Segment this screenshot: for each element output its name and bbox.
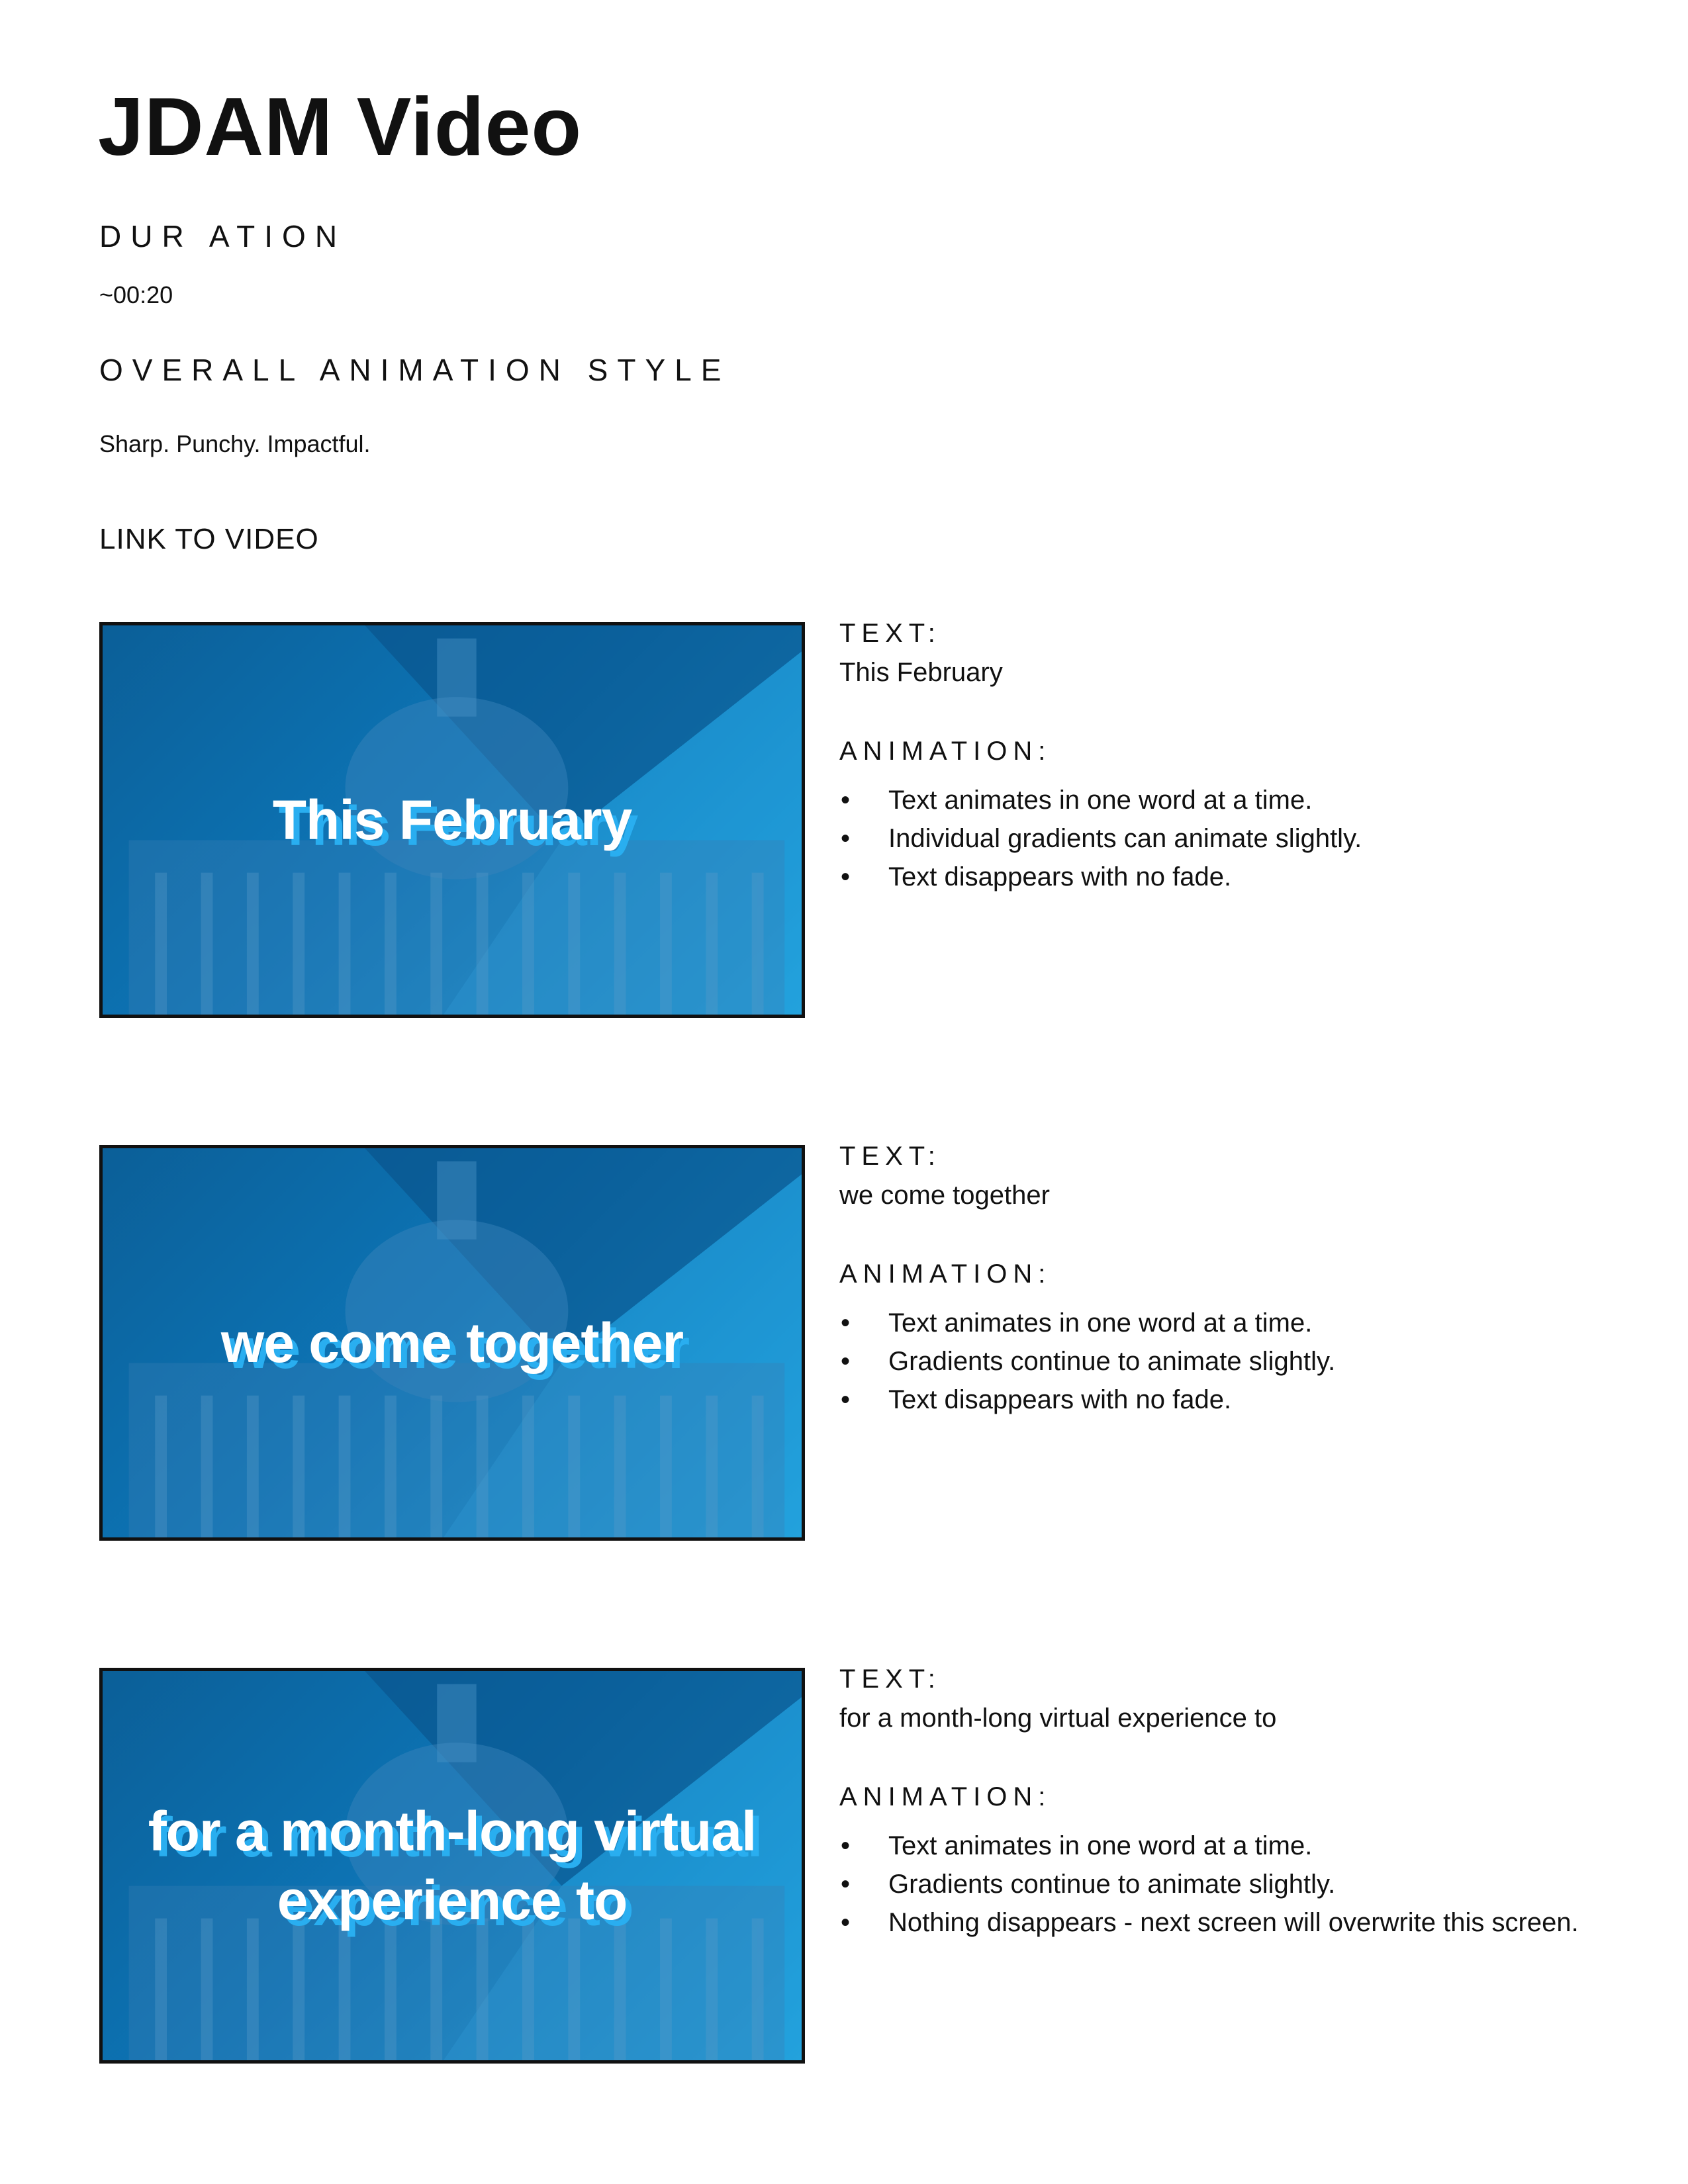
scene-1-notes — [839, 619, 1601, 896]
scene-1-frame — [99, 622, 805, 1018]
scene-2-animation-label: ANIMATION: — [839, 1259, 1052, 1289]
scene-3-notes — [839, 1664, 1601, 1942]
list-item: • Text disappears with no fade. — [888, 858, 1601, 896]
scene-2-text-label: TEXT: — [839, 1142, 941, 1171]
list-item: • Text disappears with no fade. — [888, 1381, 1601, 1419]
animation-style-value: Sharp. Punchy. Impactful. — [99, 430, 371, 457]
scene-1-animation-label: ANIMATION: — [839, 737, 1052, 766]
scene-3-frame — [99, 1668, 805, 2064]
duration-value: ~00:20 — [99, 281, 173, 308]
list-item: • Gradients continue to animate slightly. — [888, 1342, 1601, 1381]
scene-2-text-value: we come together — [839, 1181, 1050, 1210]
animation-style-label: OVERALL ANIMATION STYLE — [99, 353, 731, 387]
page-title: JDAM Video — [98, 81, 583, 173]
scene-3-animation-list — [839, 1827, 1601, 1942]
scene-1-frame-text: This February — [272, 789, 632, 851]
scene-1-text-value: This February — [839, 658, 1003, 687]
scene-3-animation-label: ANIMATION: — [839, 1782, 1052, 1811]
scene-1-animation-list — [839, 781, 1601, 896]
link-to-video[interactable]: LINK TO VIDEO — [99, 523, 319, 555]
scene-2-notes — [839, 1142, 1601, 1419]
list-item: • Nothing disappears - next screen will overwrite this screen. — [888, 1903, 1601, 1942]
list-item: • Individual gradients can animate slightly. — [888, 819, 1601, 858]
list-item: • Text animates in one word at a time. — [888, 1827, 1601, 1865]
list-item: • Text animates in one word at a time. — [888, 1304, 1601, 1342]
scene-2-frame-text: we come together — [220, 1312, 684, 1374]
duration-label: DUR ATION — [99, 219, 347, 253]
list-item: • Gradients continue to animate slightly. — [888, 1865, 1601, 1903]
scene-1-text-label: TEXT: — [839, 619, 941, 648]
scene-3-text-label: TEXT: — [839, 1664, 941, 1694]
list-item: • Text animates in one word at a time. — [888, 781, 1601, 819]
scene-3-frame-text: for a month-long virtual experience to — [148, 1800, 757, 1931]
scene-2-frame — [99, 1145, 805, 1541]
scene-3-text-value: for a month-long virtual experience to — [839, 1704, 1277, 1733]
scene-2-animation-list — [839, 1304, 1601, 1419]
